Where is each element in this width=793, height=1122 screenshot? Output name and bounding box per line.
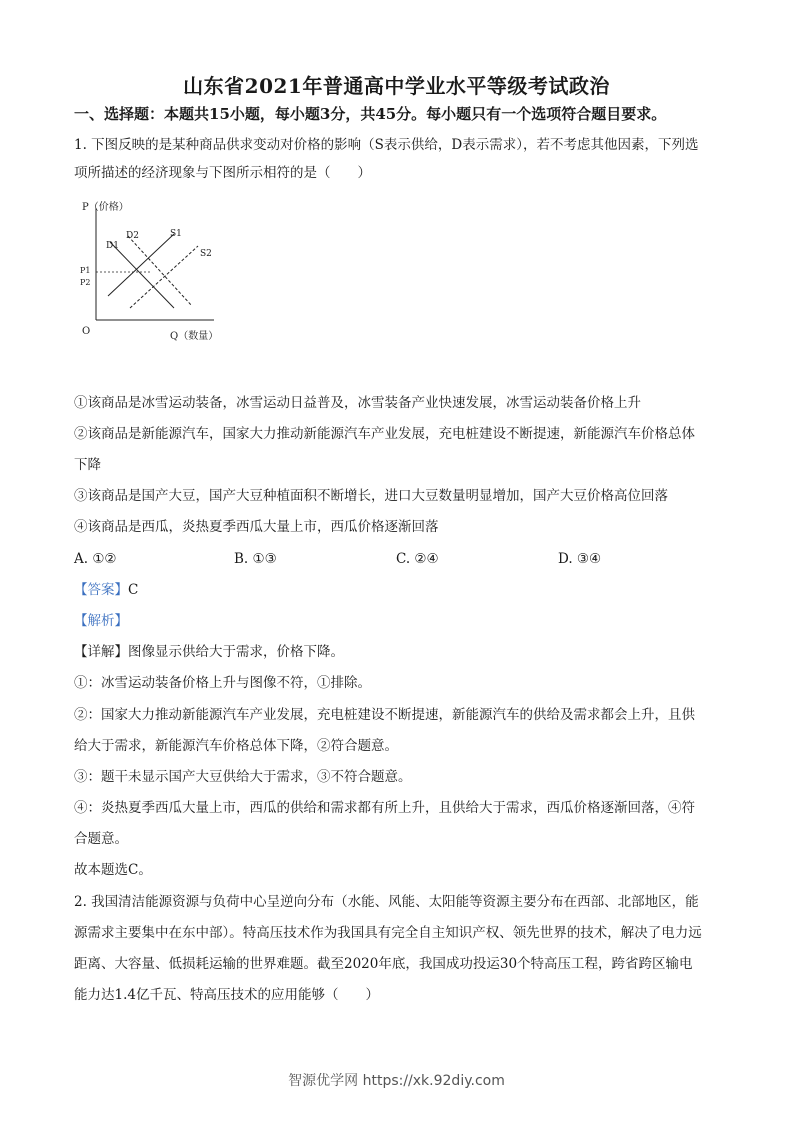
d2-label: D2: [126, 231, 139, 241]
q1-detail-3: ②：国家大力推动新能源汽车产业发展，充电桩建设不断提速，新能源汽车的供给及需求都会上升，且供: [74, 707, 695, 723]
q1-statement-3: ③该商品是国产大豆，国产大豆种植面积不断增长，进口大豆数量明显增加，国产大豆价格高位回落: [74, 488, 668, 504]
section-heading: 一、选择题：本题共15小题，每小题3分，共45分。每小题只有一个选项符合题目要求。: [74, 105, 667, 123]
q1-detail-4: 给大于需求，新能源汽车价格总体下降，②符合题意。: [74, 738, 398, 754]
answer-tag: 【答案】: [74, 582, 128, 598]
p1-label: P1: [80, 266, 91, 275]
q1-stem-line2: 项所描述的经济现象与下图所示相符的是（ ）: [74, 165, 371, 181]
q2-line-3: 距离、大容量、低损耗运输的世界难题。截至2020年底，我国成功投运30个特高压工程，跨省跨区输电: [74, 956, 693, 972]
q1-answer-line: [74, 580, 724, 600]
q1-option-d: D. ③④: [558, 551, 602, 567]
q2-line-4: 能力达1.4亿千瓦、特高压技术的应用能够（ ）: [74, 987, 379, 1003]
s2-label: S2: [200, 249, 212, 259]
y-axis-label: P（价格）: [82, 202, 129, 213]
d1-label: D1: [106, 241, 119, 251]
s1-label: S1: [170, 229, 182, 239]
q1-detail-6: ④：炎热夏季西瓜大量上市，西瓜的供给和需求都有所上升，且供给大于需求，西瓜价格逐渐回落，④符: [74, 800, 695, 816]
q1-statement-2-cont: 下降: [74, 457, 101, 473]
q1-option-b: B. ①③: [234, 551, 277, 567]
q2-line-1: 2. 我国清洁能源资源与负荷中心呈逆向分布（水能、风能、太阳能等资源主要分布在西部、北部地区，能: [74, 894, 699, 910]
p2-label: P2: [80, 278, 91, 287]
origin-label: O: [82, 326, 91, 337]
q2-line-2: 源需求主要集中在东中部）。特高压技术作为我国具有完全自主知识产权、领先世界的技术，解决了电力远: [74, 925, 702, 941]
analysis-tag: 【解析】: [74, 613, 128, 629]
supply-demand-graph: [74, 196, 234, 346]
answer-value: C: [128, 582, 139, 598]
q1-option-c: C. ②④: [396, 551, 439, 567]
x-axis-label: Q（数量）: [170, 331, 219, 342]
page-title: 山东省2021年普通高中学业水平等级考试政治: [183, 74, 610, 98]
q1-detail-8: 故本题选C。: [74, 862, 152, 878]
q1-statement-1: ①该商品是冰雪运动装备，冰雪运动日益普及，冰雪装备产业快速发展，冰雪运动装备价格上升: [74, 395, 641, 411]
q1-detail-5: ③：题干未显示国产大豆供给大于需求，③不符合题意。: [74, 769, 412, 785]
q1-option-a: A. ①②: [74, 551, 117, 567]
q1-detail-1: 【详解】图像显示供给大于需求，价格下降。: [74, 644, 344, 660]
q1-statement-4: ④该商品是西瓜，炎热夏季西瓜大量上市，西瓜价格逐渐回落: [74, 519, 439, 535]
q1-detail-2: ①：冰雪运动装备价格上升与图像不符，①排除。: [74, 675, 371, 691]
q1-statement-2: ②该商品是新能源汽车，国家大力推动新能源汽车产业发展，充电桩建设不断提速，新能源汽车价格总体: [74, 426, 695, 442]
q1-detail-7: 合题意。: [74, 831, 128, 847]
footer-watermark: 智源优学网 https://xk.92diy.com: [288, 1073, 505, 1089]
s2-curve: [130, 246, 198, 308]
q1-stem-line1: 1. 下图反映的是某种商品供求变动对价格的影响（S表示供给，D表示需求），若不考虑其他因素，下列选: [74, 137, 699, 153]
